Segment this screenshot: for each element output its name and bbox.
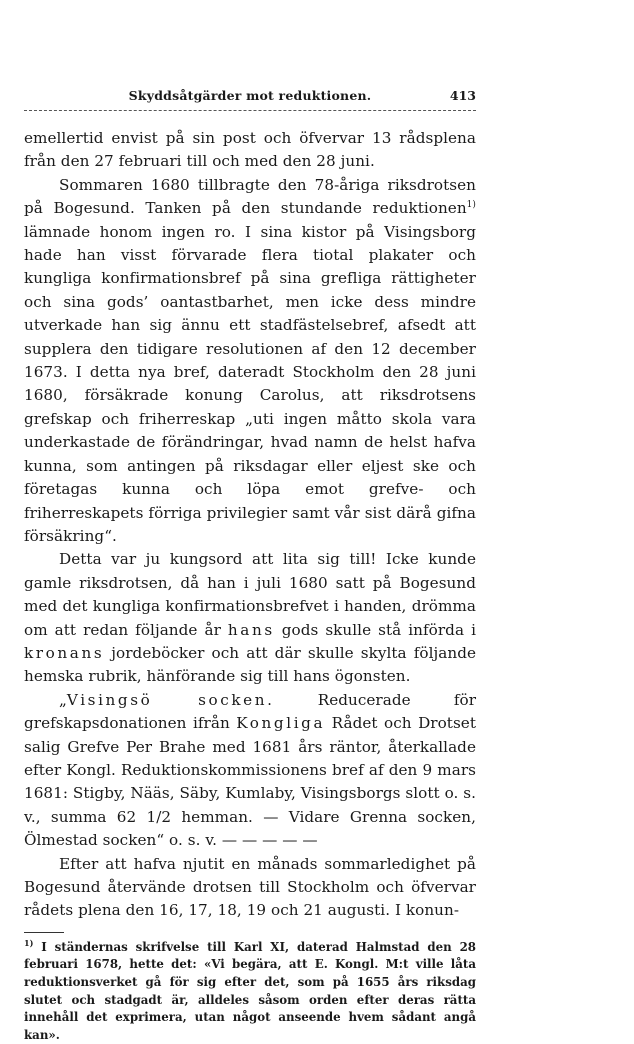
paragraph-3-text-a: Detta var ju kungsord att lita sig till! Icke kunde gamle riksdrotsen, då han i juli 1680 satt på Bogesund med det kungliga konfirmationsbrefvet i handen, drömma om att redan följande år <box>24 550 476 639</box>
paragraph-2-text-a: Sommaren 1680 tillbragte den 78-åriga riksdrotsen på Bogesund. Tanken på den stundande reduktionen <box>24 175 476 218</box>
emphasis-hans: hans <box>227 620 275 639</box>
emphasis-kronans: kronans <box>24 643 105 662</box>
page-number: 413 <box>449 88 476 103</box>
paragraph-5: Efter att hafva njutit en månads sommarledighet på Bogesund återvände drotsen till Stockholm och öfvervar rådets plena den 16, 17, 18, 19 och 21 augusti. I konun- <box>24 854 476 920</box>
book-page <box>24 88 476 1044</box>
paragraph-3-text-b: gods skulle stå införda i <box>274 620 476 639</box>
paragraph-2-text-b: lämnade honom ingen ro. I sina kistor på Visingsborg hade han visst förvarade flera tiotal plakater och kungliga konfirmationsbref på sina grefliga rättigheter och sina gods’ oantastbarhet, men icke dess mindre utverkade han sig ännu ett stadfästelsebref, afsedt att supplera den tidigare resolutionen af den 12 december 1673. I detta nya bref, dateradt Stockholm den 28 juni 1680, försäkrade konung Carolus, att riksdrotsens grefskap och friherreskap „uti ingen måtto skola vara underkastade de förändringar, hvad namn de helst hafva kunna, som antingen på riksdagar eller eljest ske och företagas kunna och löpa emot grefve- och friherreskapets förriga privilegier samt vår sist därå gifna försäkring“. <box>24 222 476 545</box>
header-rule <box>24 110 476 111</box>
fraction: 1/2 <box>146 807 172 826</box>
paragraph-3 <box>24 548 476 688</box>
paragraph-4-text-c: hemman. — Vidare Grenna socken, Ölmestad socken“ o. s. v. — — — — — <box>24 807 476 850</box>
footnote <box>24 939 476 1044</box>
paragraph-2 <box>24 174 476 549</box>
paragraph-4-text-b: Rådet och Drotset salig Grefve Per Brahe med 1681 års räntor, återkallade efter Kongl. Reduktionskommissionens bref af den 9 mars 1681: Stigby, Nääs, Säby, Kumlaby, Visingsborgs slott o. s. v., summa 62 <box>24 714 476 826</box>
footnote-marker: 1) <box>24 937 34 948</box>
footnote-reference: 1) <box>466 200 476 211</box>
paragraph-1: emellertid envist på sin post och öfvervar 13 rådsplena från den 27 februari till och med den 28 juni. <box>24 129 476 171</box>
paragraph-4-text-a: Reducerade för grefskapsdonationen ifrån <box>24 690 477 733</box>
running-head: Skyddsåtgärder mot reduktionen. <box>128 88 372 103</box>
emphasis-kongliga: Kongliga <box>236 714 326 733</box>
paragraph-4-quote <box>24 689 476 853</box>
emphasis-visingso: Visingsö socken. <box>66 690 275 709</box>
page-header <box>24 88 476 110</box>
body-text <box>24 127 476 923</box>
paragraph-3-text-c: jordeböcker och att där skulle skylta följande hemska rubrik, hänförande sig till hans ögonsten. <box>24 643 476 686</box>
footnote-text: I ständernas skrifvelse till Karl XI, daterad Halmstad den 28 februari 1678, hette det: «Vi begära, att E. Kongl. M:t ville låta reduktionsverket gå för sig efter det, som på 1655 års riksdag slutet och stadgadt är, alldeles såsom orden efter deras rätta innehåll det exprimera, utan något anseende hvem sådant angå kan». <box>24 939 476 1042</box>
footnote-rule <box>24 932 64 933</box>
quote-open-mark: „ <box>59 690 67 709</box>
